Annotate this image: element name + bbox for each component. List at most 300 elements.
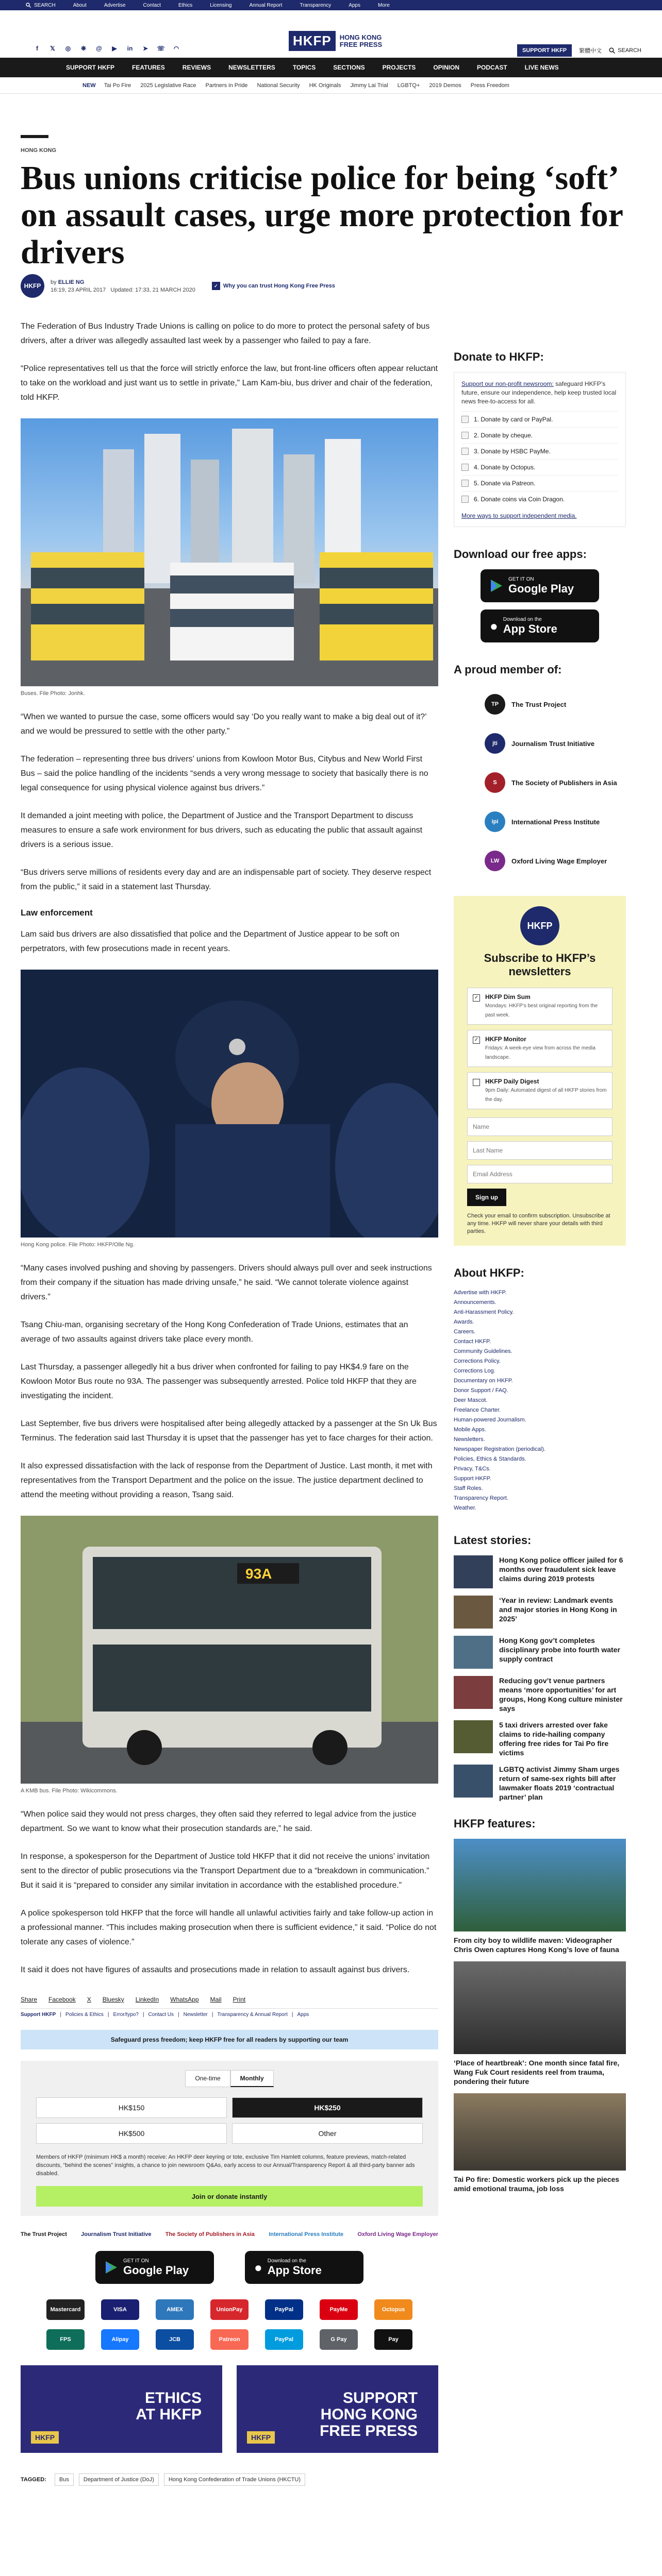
trending-item[interactable]: 2025 Legislative Race	[140, 82, 196, 89]
about-link[interactable]: Corrections Policy.	[454, 1358, 501, 1364]
promo-line: FREE PRESS	[319, 2422, 418, 2439]
app-store-row	[21, 2251, 438, 2284]
top-link-about[interactable]: About	[73, 2, 87, 8]
nav-reviews[interactable]: REVIEWS	[182, 64, 211, 71]
logo-mark: HKFP	[289, 31, 336, 51]
story-thumbnail	[454, 1636, 493, 1669]
member-logo-label: Oxford Living Wage Employer	[511, 857, 607, 865]
support-promo[interactable]	[237, 2365, 438, 2453]
donate-lead-link[interactable]: Support our non-profit newsroom:	[461, 380, 554, 387]
tag[interactable]: Hong Kong Confederation of Trade Unions (HKCTU)	[164, 2473, 305, 2486]
about-list	[454, 1288, 626, 1513]
updated-date: Updated: 17:33, 21 MARCH 2020	[110, 286, 195, 293]
story-thumbnail	[454, 1555, 493, 1588]
features-title: HKFP features:	[454, 1817, 536, 1830]
separator: |	[211, 2012, 213, 2018]
nav-projects[interactable]: PROJECTS	[382, 64, 416, 71]
trending-bar	[0, 77, 662, 94]
about-link[interactable]: Newspaper Registration (periodical).	[454, 1446, 545, 1452]
footer-link[interactable]: Transparency & Annual Report	[217, 2012, 288, 2018]
story-title: Reducing gov’t venue partners means ‘more opportunities’ for art groups, Hong Kong culture minister says	[499, 1676, 623, 1713]
newsletter-note: Check your email to confirm subscription. Unsubscribe at any time. HKFP will never share your details with third parties.	[467, 1213, 610, 1234]
member-logo[interactable]	[454, 802, 626, 841]
ipi-icon: ipi	[485, 811, 505, 832]
newsletter-logo: HKFP	[520, 906, 559, 945]
byline-text	[51, 279, 195, 293]
youtube-icon[interactable]: ▶	[112, 45, 117, 52]
patreon-icon: Patreon	[210, 2329, 249, 2350]
top-link[interactable]: SEARCH	[34, 2, 56, 8]
about-link[interactable]: Deer Mascot.	[454, 1397, 488, 1403]
newsletter-title: Subscribe to HKFP’s newsletters	[484, 952, 596, 978]
member-logo[interactable]: Oxford Living Wage Employer	[357, 2231, 438, 2238]
about-link[interactable]: Human-powered Journalism.	[454, 1417, 526, 1423]
promo-title	[320, 2390, 418, 2439]
trust-project-icon: TP	[485, 694, 505, 715]
about-link[interactable]: Contact HKFP.	[454, 1338, 491, 1345]
donation-panel	[21, 2061, 438, 2216]
article-body	[21, 319, 438, 2486]
living-wage-icon: LW	[485, 851, 505, 871]
footer-link[interactable]: Error/typo?	[113, 2012, 139, 2018]
donate-option-label: 5. Donate via Patreon.	[474, 480, 536, 487]
google-play-icon	[105, 2260, 118, 2275]
member-logo-label: International Press Institute	[511, 818, 600, 826]
checkbox-icon	[461, 480, 469, 487]
footer-links	[21, 2012, 438, 2018]
amount-option[interactable]: HK$150	[36, 2097, 227, 2118]
trust-icon: ✓	[212, 282, 220, 290]
latest-list	[454, 1555, 626, 1802]
top-link-transparency[interactable]: Transparency	[300, 2, 332, 8]
sidebar-google-play[interactable]	[481, 569, 599, 602]
share-facebook[interactable]: Facebook	[48, 1996, 76, 2003]
about-link[interactable]: Corrections Log.	[454, 1368, 495, 1374]
story-thumbnail	[454, 1596, 493, 1629]
top-link-licensing[interactable]: Licensing	[210, 2, 232, 8]
as-big: App Store	[503, 622, 557, 635]
gp-big: Google Play	[508, 582, 574, 595]
story-title: LGBTQ activist Jimmy Sham urges return of same-sex rights bill after lawmaker floats 2019 ‘contractual partner’ plan	[499, 1765, 620, 1801]
donate-title: Donate to HKFP:	[454, 350, 544, 363]
sidebar	[454, 350, 626, 2200]
about-title: About HKFP:	[454, 1266, 524, 1279]
story-title: 5 taxi drivers arrested over fake claims to ride-hailing company offering free rides for Tai Po fire victims	[499, 1721, 609, 1757]
gp-small: GET IT ON	[508, 576, 534, 582]
trending-item[interactable]: 2019 Demos	[429, 82, 461, 89]
newsletter-option[interactable]	[467, 1072, 613, 1109]
top-link-ethics[interactable]: Ethics	[178, 2, 193, 8]
about-link[interactable]: Careers.	[454, 1329, 476, 1335]
separator: |	[107, 2012, 109, 2018]
trending-item[interactable]: Jimmy Lai Trial	[350, 82, 388, 89]
trust-link[interactable]	[212, 282, 335, 290]
telegram-icon[interactable]: ➤	[142, 45, 148, 52]
amount-other[interactable]: Other	[232, 2123, 423, 2144]
instagram-icon[interactable]: ◎	[65, 45, 71, 52]
feature-story[interactable]	[454, 1961, 626, 2086]
site-header	[0, 10, 662, 58]
separator: |	[142, 2012, 144, 2018]
paragraph: It also expressed dissatisfaction with the lack of response from the Department of Justice. Last month, it met with representatives from the Transport Department and the police on the issue. The justice department declined to attend the meeting without providing a reason, Tsang said.	[21, 1462, 433, 1499]
join-donate-button[interactable]: Join or donate instantly	[36, 2186, 423, 2207]
sopa-icon: S	[485, 772, 505, 793]
footer-link[interactable]: Contact Us	[148, 2012, 174, 2018]
donate-option[interactable]	[461, 459, 618, 475]
footer-link[interactable]: Policies & Ethics	[65, 2012, 104, 2018]
nav-features[interactable]: FEATURES	[132, 64, 165, 71]
tag[interactable]: Bus	[55, 2473, 74, 2486]
share-bar	[21, 1991, 438, 2009]
frequency-toggle	[36, 2070, 423, 2087]
checkbox-icon	[461, 464, 469, 471]
newsletter-option[interactable]	[467, 1030, 613, 1067]
donate-option-label: 4. Donate by Octopus.	[474, 464, 536, 471]
latest-story[interactable]	[454, 1720, 626, 1757]
checkbox-icon[interactable]: ✓	[473, 1037, 480, 1044]
about-link[interactable]: Support HKFP.	[454, 1476, 491, 1482]
tag[interactable]: Department of Justice (DoJ)	[79, 2473, 159, 2486]
tags-label: TAGGED:	[21, 2477, 46, 2483]
footer-link[interactable]: Support HKFP	[21, 2012, 56, 2018]
amount-option[interactable]: HK$500	[36, 2123, 227, 2144]
paragraph: “When police said they would not press charges, they often said they referred to legal advice from the justice department. So we want to know what their prosecution standards are,” he said.	[21, 1810, 417, 1833]
member-logo-strip	[21, 2231, 438, 2238]
checkbox-icon	[461, 416, 469, 423]
donate-option[interactable]	[461, 491, 618, 507]
logo-text	[340, 34, 382, 48]
promo-badge: HKFP	[31, 2431, 59, 2444]
top-link-more[interactable]: More	[378, 2, 390, 8]
story-thumbnail	[454, 1765, 493, 1798]
alipay-icon: Alipay	[101, 2329, 139, 2350]
subheading: Law enforcement	[21, 908, 93, 918]
story-title: Hong Kong gov’t completes disciplinary probe into fourth water supply contract	[499, 1636, 620, 1663]
promo-badge: HKFP	[247, 2431, 275, 2444]
nav-podcast[interactable]: PODCAST	[476, 64, 507, 71]
about-link[interactable]: Community Guidelines.	[454, 1348, 512, 1354]
nav-live-news[interactable]: LIVE NEWS	[524, 64, 559, 71]
about-link[interactable]: Donor Support / FAQ.	[454, 1387, 508, 1394]
member-logo[interactable]	[454, 763, 626, 802]
linkedin-icon[interactable]: in	[127, 45, 133, 52]
footer-link[interactable]: Newsletter	[183, 2012, 208, 2018]
latest-story[interactable]	[454, 1765, 626, 1802]
newsletter-desc: Mondays: HKFP’s best original reporting from the past week.	[485, 1003, 598, 1018]
paragraph: A police spokesperson told HKFP that the force will handle all unlawful activities fairly and take follow-up action in a professional manner. “This includes making prosecution when there is sufficient evidence,” it said. “Police do not tolerate any cases of violence.”	[21, 1909, 437, 1946]
apple-pay-icon: Pay	[374, 2329, 412, 2350]
donate-option-label: 2. Donate by cheque.	[474, 432, 533, 439]
latest-title: Latest stories:	[454, 1534, 532, 1547]
apple-icon: ●	[490, 618, 498, 634]
about-link[interactable]: Weather.	[454, 1505, 476, 1511]
member-logo[interactable]	[454, 841, 626, 880]
paragraph: “When we wanted to pursue the case, some officers would say ‘Do you really want to make a big deal out of it?’ and we would be pressured to settle with the other party.”	[21, 713, 427, 736]
google-pay-icon: G Pay	[320, 2329, 358, 2350]
donate-box	[454, 372, 626, 527]
photo-caption: Buses. File Photo: Jonhk.	[21, 690, 85, 697]
paragraph: Lam said bus drivers are also dissatisfied that police and the Department of Justice appear to be soft on perpetrators, with few prosecutions made in recent years.	[21, 930, 400, 953]
about-link[interactable]: Privacy, T&Cs.	[454, 1466, 491, 1472]
freq-one-time[interactable]: One-time	[185, 2070, 230, 2087]
donate-option[interactable]	[461, 475, 618, 491]
paragraph: “Police representatives tell us that the force will strictly enforce the law, but front-line officers often appear reluctant to take on the workload and just want us to settle in private,” Lam Kam-biu, bus driver and chair of the federation, told HKFP.	[21, 364, 438, 402]
search-icon	[26, 3, 31, 8]
facebook-icon[interactable]: f	[36, 45, 38, 52]
support-hkfp-button[interactable]: SUPPORT HKFP	[517, 44, 572, 57]
newsletter-option[interactable]	[467, 988, 613, 1025]
freq-monthly[interactable]: Monthly	[230, 2070, 274, 2087]
about-link[interactable]: Policies, Ethics & Standards.	[454, 1456, 526, 1462]
amount-option-selected[interactable]: HK$250	[232, 2097, 423, 2118]
promo-title	[136, 2390, 202, 2423]
nav-topics[interactable]: TOPICS	[292, 64, 316, 71]
article-kicker[interactable]: HONG KONG	[21, 147, 57, 154]
top-link-advertise[interactable]: Advertise	[104, 2, 126, 8]
paragraph: It said it does not have figures of assaults and prosecutions made in relation to assault against bus drivers.	[21, 1965, 410, 1974]
story-thumbnail	[454, 1676, 493, 1709]
tag-list	[21, 2473, 438, 2486]
top-link-annual-report[interactable]: Annual Report	[249, 2, 283, 8]
header-search[interactable]	[609, 47, 641, 54]
latest-story[interactable]	[454, 1676, 626, 1713]
newsletter-desc: 9pm Daily: Automated digest of all HKFP stories from the day.	[485, 1088, 607, 1103]
amount-grid	[36, 2097, 423, 2144]
share-bluesky[interactable]: Bluesky	[102, 1996, 124, 2003]
separator: |	[178, 2012, 179, 2018]
paypal-icon: PayPal	[265, 2299, 303, 2320]
share-x[interactable]: X	[87, 1996, 91, 2003]
newsletter-name: HKFP Daily Digest	[485, 1078, 539, 1085]
checkbox-icon	[461, 496, 469, 503]
separator: |	[60, 2012, 61, 2018]
bus-route-sign: 93A	[245, 1566, 272, 1582]
story-title: ‘Year in review: Landmark events and major stories in Hong Kong in 2025’	[499, 1596, 617, 1623]
feature-image	[454, 1961, 626, 2054]
x-icon[interactable]: 𝕏	[50, 45, 55, 52]
checkbox-icon	[461, 448, 469, 455]
member-logo[interactable]	[454, 685, 626, 724]
checkbox-icon[interactable]: ✓	[473, 994, 480, 1002]
newsletter-desc: Fridays: A week-eye view from across the media landscape.	[485, 1045, 595, 1060]
member-logo[interactable]: International Press Institute	[269, 2231, 344, 2238]
share-mail[interactable]: Mail	[210, 1996, 222, 2003]
about-link[interactable]: Announcements.	[454, 1299, 496, 1306]
header-actions	[517, 44, 641, 57]
donate-option[interactable]	[461, 443, 618, 459]
email-field[interactable]: Email Address	[467, 1165, 613, 1183]
paragraph: Last September, five bus drivers were hospitalised after being allegedly attacked by a passenger at the Sn Uk Bus Terminus. The federation said last Thursday it is upset that the passenger has yet to face charges for their action.	[21, 1419, 437, 1443]
jti-icon: jti	[485, 733, 505, 754]
feature-story[interactable]	[454, 1839, 626, 1954]
promo-line: ETHICS	[144, 2389, 202, 2406]
paragraph: “Many cases involved pushing and shoving by passengers. Drivers should always pull over and seek instructions from their company if the situation has made driving unsafe,” he said. “We cannot tolerate violence against drivers.”	[21, 1264, 432, 1301]
donate-lead-text: safeguard HKFP’s future, ensure our independence, help keep trusted local news free-to-access for all.	[461, 380, 617, 405]
about-link[interactable]: Awards.	[454, 1319, 474, 1325]
donate-option[interactable]	[461, 411, 618, 427]
promo-row	[21, 2365, 438, 2453]
article-photo-buses[interactable]	[21, 418, 438, 686]
about-link[interactable]: Documentary on HKFP.	[454, 1378, 513, 1384]
paragraph: Tsang Chiu-man, organising secretary of the Hong Kong Confederation of Trade Unions, estimates that an average of two assaults against drivers take place every month.	[21, 1320, 408, 1344]
share-whatsapp[interactable]: WhatsApp	[170, 1996, 199, 2003]
as-small: Download on the	[503, 616, 542, 622]
mastercard-icon: Mastercard	[46, 2299, 85, 2320]
nav-sections[interactable]: SECTIONS	[333, 64, 365, 71]
member-logo[interactable]: The Trust Project	[21, 2231, 67, 2238]
donate-option-label: 3. Donate by HSBC PayMe.	[474, 448, 551, 455]
safeguard-banner[interactable]: Safeguard press freedom; keep HKFP free for all readers by supporting our team	[21, 2030, 438, 2049]
unionpay-icon: UnionPay	[210, 2299, 249, 2320]
article-photo-police[interactable]	[21, 970, 438, 1238]
about-link[interactable]: Mobile Apps.	[454, 1427, 486, 1433]
feature-title: ‘Place of heartbreak’: One month since fatal fire, Wang Fuk Court residents reel from trauma, pondering their future	[454, 2059, 620, 2086]
trending-item[interactable]: Tai Po Fire	[104, 82, 131, 89]
author-avatar: HKFP	[21, 274, 44, 298]
more-ways-link[interactable]: More ways to support independent media.	[461, 512, 577, 519]
byline	[21, 274, 335, 298]
about-link[interactable]: Staff Roles.	[454, 1485, 483, 1492]
signup-button[interactable]: Sign up	[467, 1189, 506, 1206]
fps-icon: FPS	[46, 2329, 85, 2350]
amex-icon: AMEX	[156, 2299, 194, 2320]
latest-story[interactable]	[454, 1555, 626, 1588]
paragraph: “Bus drivers serve millions of residents every day and are an indispensable part of society. They deserve respect from the public,” it said in a statement last Thursday.	[21, 868, 432, 891]
last-name-field[interactable]: Last Name	[467, 1141, 613, 1160]
nav-newsletters[interactable]: NEWSLETTERS	[228, 64, 275, 71]
article-headline: Bus unions criticise police for being ‘soft’ on assault cases, urge more protection for drivers	[21, 159, 623, 271]
newsletter-name: HKFP Dim Sum	[485, 993, 531, 1001]
payment-methods	[21, 2299, 438, 2350]
byline-prefix: by	[51, 279, 57, 285]
headline-rule	[21, 135, 48, 138]
site-logo[interactable]	[289, 31, 382, 51]
top-search[interactable]	[26, 3, 56, 8]
app-store-button[interactable]	[245, 2251, 363, 2284]
social-links	[33, 44, 180, 53]
author-name[interactable]: ELLIE NG	[58, 279, 85, 285]
latest-story[interactable]	[454, 1636, 626, 1669]
paypal-icon: PayPal	[265, 2329, 303, 2350]
google-play-button[interactable]	[95, 2251, 214, 2284]
member-logo[interactable]: Journalism Trust Initiative	[81, 2231, 152, 2238]
logo-line-1: HONG KONG	[339, 33, 382, 41]
visa-icon: VISA	[101, 2299, 139, 2320]
member-logo[interactable]	[454, 724, 626, 763]
promo-line: AT HKFP	[136, 2406, 202, 2423]
about-link[interactable]: Transparency Report.	[454, 1495, 508, 1501]
paragraph: The federation – representing three bus drivers’ unions from Kowloon Motor Bus, Citybus and New World First Bus – said the police handling of the incidents “sends a very wrong message to society that basically there is no legal consequence for using physical violence against bus drivers.”	[21, 755, 428, 792]
donate-option-label: 6. Donate coins via Coin Dragon.	[474, 496, 565, 503]
photo-caption: A KMB bus. File Photo: Wikicommons.	[21, 1788, 118, 1794]
story-title: Hong Kong police officer jailed for 6 months over fraudulent sick leave claims during 2019 protests	[499, 1556, 623, 1583]
trending-item[interactable]: Press Freedom	[470, 82, 509, 89]
paragraph: It demanded a joint meeting with police, the Department of Justice and the Transport Department to discuss measures to ensure a safe work environment for bus drivers, such as educating the public that assault against drivers is a serious issue.	[21, 811, 423, 849]
as-big: App Store	[267, 2263, 322, 2277]
bus-93a-illustration	[21, 1516, 438, 1784]
top-link-apps[interactable]: Apps	[349, 2, 360, 8]
promo-line: HONG KONG	[320, 2406, 418, 2423]
gp-small: GET IT ON	[123, 2258, 149, 2264]
search-icon	[609, 47, 615, 54]
sidebar-app-store[interactable]	[481, 609, 599, 642]
trending-item[interactable]: Partners in Pride	[205, 82, 248, 89]
member-logo-label: The Trust Project	[511, 700, 567, 708]
google-play-icon	[490, 579, 503, 593]
feature-image	[454, 1839, 626, 1931]
paragraph: In response, a spokesperson for the Department of Justice told HKFP that it did not receive the unions’ invitation sent to the director of public prosecutions via the Transport Department due to a “breakdown in communication.” But it said it is “prepared to consider any similar invitation in accordance with the established procedure.”	[21, 1852, 430, 1890]
trending-item[interactable]: National Security	[257, 82, 300, 89]
whatsapp-icon[interactable]: ☏	[157, 45, 165, 52]
promo-line: SUPPORT	[342, 2389, 418, 2406]
latest-story[interactable]	[454, 1596, 626, 1629]
as-small: Download on the	[267, 2258, 306, 2264]
footer-link[interactable]: Apps	[297, 2012, 309, 2018]
newsletter-box	[454, 896, 626, 1246]
share-linkedin[interactable]: LinkedIn	[135, 1996, 159, 2003]
article-photo-bus-93a[interactable]	[21, 1516, 438, 1784]
nav-opinion[interactable]: OPINION	[433, 64, 459, 71]
ethics-promo[interactable]	[21, 2365, 222, 2453]
rss-icon[interactable]: ◠	[173, 45, 179, 52]
top-link-contact[interactable]: Contact	[143, 2, 161, 8]
trending-item[interactable]: HK Originals	[309, 82, 341, 89]
donate-option[interactable]	[461, 427, 618, 443]
trending-item[interactable]: LGBTQ+	[397, 82, 420, 89]
photo-caption: Hong Kong police. File Photo: HKFP/Olle Ng.	[21, 1242, 135, 1248]
feature-image	[454, 2093, 626, 2171]
threads-icon[interactable]: @	[96, 45, 102, 52]
share-print[interactable]: Print	[233, 1996, 246, 2003]
language-toggle[interactable]: 繁體中文	[579, 48, 602, 54]
newsletter-name: HKFP Monitor	[485, 1036, 526, 1043]
apps-title: Download our free apps:	[454, 548, 587, 561]
published-date: 16:19, 23 APRIL 2017	[51, 286, 106, 293]
feature-title: Tai Po fire: Domestic workers pick up the pieces amid emotional trauma, job loss	[454, 2175, 620, 2193]
logo-line-2: FREE PRESS	[339, 40, 383, 48]
member-logo-label: Journalism Trust Initiative	[511, 739, 595, 748]
octopus-icon: Octopus	[374, 2299, 412, 2320]
trust-label: Why you can trust Hong Kong Free Press	[223, 283, 335, 289]
first-name-field[interactable]: Name	[467, 1117, 613, 1136]
member-logo-label: The Society of Publishers in Asia	[511, 778, 617, 787]
header-search-label: SEARCH	[618, 47, 641, 54]
apple-icon: ●	[254, 2259, 262, 2275]
main-nav	[0, 58, 662, 77]
bluesky-icon[interactable]: ❋	[80, 45, 87, 52]
payme-icon: PayMe	[320, 2299, 358, 2320]
separator: |	[291, 2012, 293, 2018]
checkbox-icon[interactable]	[473, 1079, 480, 1086]
donate-option-label: 1. Donate by card or PayPal.	[474, 416, 553, 423]
share-label: Share	[21, 1996, 38, 2003]
paragraph: Last Thursday, a passenger allegedly hit a bus driver when confronted for failing to pay HK$4.9 fare on the Kowloon Motor Bus route no 93A. The passenger was subsequently arrested. Police told HKFP that they are investigating the incident.	[21, 1363, 417, 1400]
member-title: A proud member of:	[454, 663, 562, 676]
membership-note: Members of HKFP (minimum HK$ a month) receive: An HKFP deer keyring or tote, exclusive Tim Hamlett columns, feature previews, match-related discounts, “behind the scenes” insights, a chance to join newsroom Q&As, early access to our Annual/Transparency Report & all third-party banner ads disabled.	[36, 2154, 415, 2177]
story-thumbnail	[454, 1720, 493, 1753]
member-logo[interactable]: The Society of Publishers in Asia	[165, 2231, 255, 2238]
trending-label: NEW	[82, 82, 96, 89]
donate-lead	[461, 380, 618, 406]
about-link[interactable]: Anti-Harassment Policy.	[454, 1309, 514, 1315]
jcb-icon: JCB	[156, 2329, 194, 2350]
feature-title: From city boy to wildlife maven: Videographer Chris Owen captures Hong Kong’s love of fauna	[454, 1936, 619, 1954]
about-link[interactable]: Freelance Charter.	[454, 1407, 501, 1413]
about-link[interactable]: Newsletters.	[454, 1436, 485, 1443]
nav-support[interactable]: SUPPORT HKFP	[66, 64, 115, 71]
feature-story[interactable]	[454, 2093, 626, 2193]
about-link[interactable]: Advertise with HKFP.	[454, 1290, 507, 1296]
